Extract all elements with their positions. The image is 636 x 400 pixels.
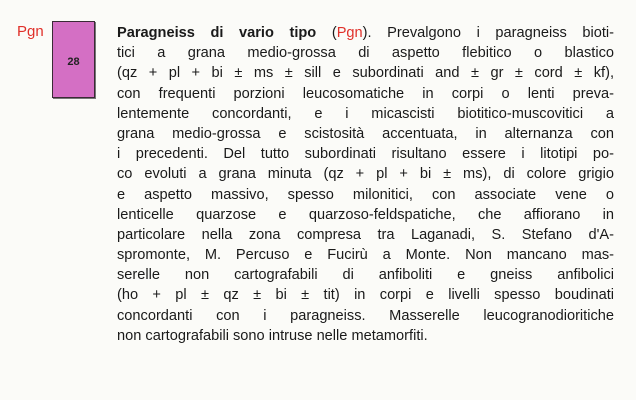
- unit-description: [117, 23, 614, 346]
- legend-box-number: 28: [67, 56, 80, 68]
- description-line: particolare nella zona compresa tra Laganadi, S. Stefano d'A-: [117, 226, 614, 243]
- description-line: tici a grana medio-grossa di aspetto flebitico o blastico: [117, 45, 614, 62]
- description-line: concordanti con i paragneiss. Masserelle leucogranodioritiche: [117, 307, 614, 324]
- description-line: grana medio-grossa e scistosità accentuata, in alternanza con: [117, 125, 614, 142]
- legend-color-box: [52, 21, 95, 98]
- description-line: (ho + pl ± qz ± bi ± tit) in corpi e livelli spesso boudinati: [117, 287, 614, 304]
- description-line: co evoluti a grana minuta (qz + pl + bi ± ms), di colore grigio: [117, 166, 614, 183]
- description-line: non cartografabili sono intruse nelle metamorfiti.: [117, 327, 428, 344]
- unit-code: Pgn: [336, 25, 363, 41]
- description-line: lenticelle quarzose e quarzoso-feldspatiche, che affiorano in: [117, 206, 614, 223]
- description-line: (qz + pl + bi ± ms ± sill e subordinati and ± gr ± cord ± kf),: [117, 65, 614, 82]
- description-line: Paragneiss di vario tipo (Pgn). Prevalgono i paragneiss bioti-: [117, 25, 615, 41]
- description-line: spromonte, M. Percuso e Fucirù a Monte. Non mancano mas-: [117, 247, 614, 264]
- description-line: e aspetto massivo, spesso milonitici, con associate vene o: [117, 186, 614, 203]
- description-line: con frequenti porzioni leucosomatiche in corpi o lenti preva-: [117, 85, 614, 102]
- legend-code-label: Pgn: [17, 23, 44, 40]
- description-line: lentemente concordanti, e i micascisti biotitico-muscovitici a: [117, 105, 614, 122]
- first-line-rest: ). Prevalgono i paragneiss bioti-: [362, 25, 615, 41]
- unit-title: Paragneiss di vario tipo: [117, 25, 317, 41]
- description-line: i precedenti. Del tutto subordinati risultano essere i litotipi po-: [117, 146, 614, 163]
- description-line: serelle non cartografabili di anfiboliti e gneiss anfibolici: [117, 267, 614, 284]
